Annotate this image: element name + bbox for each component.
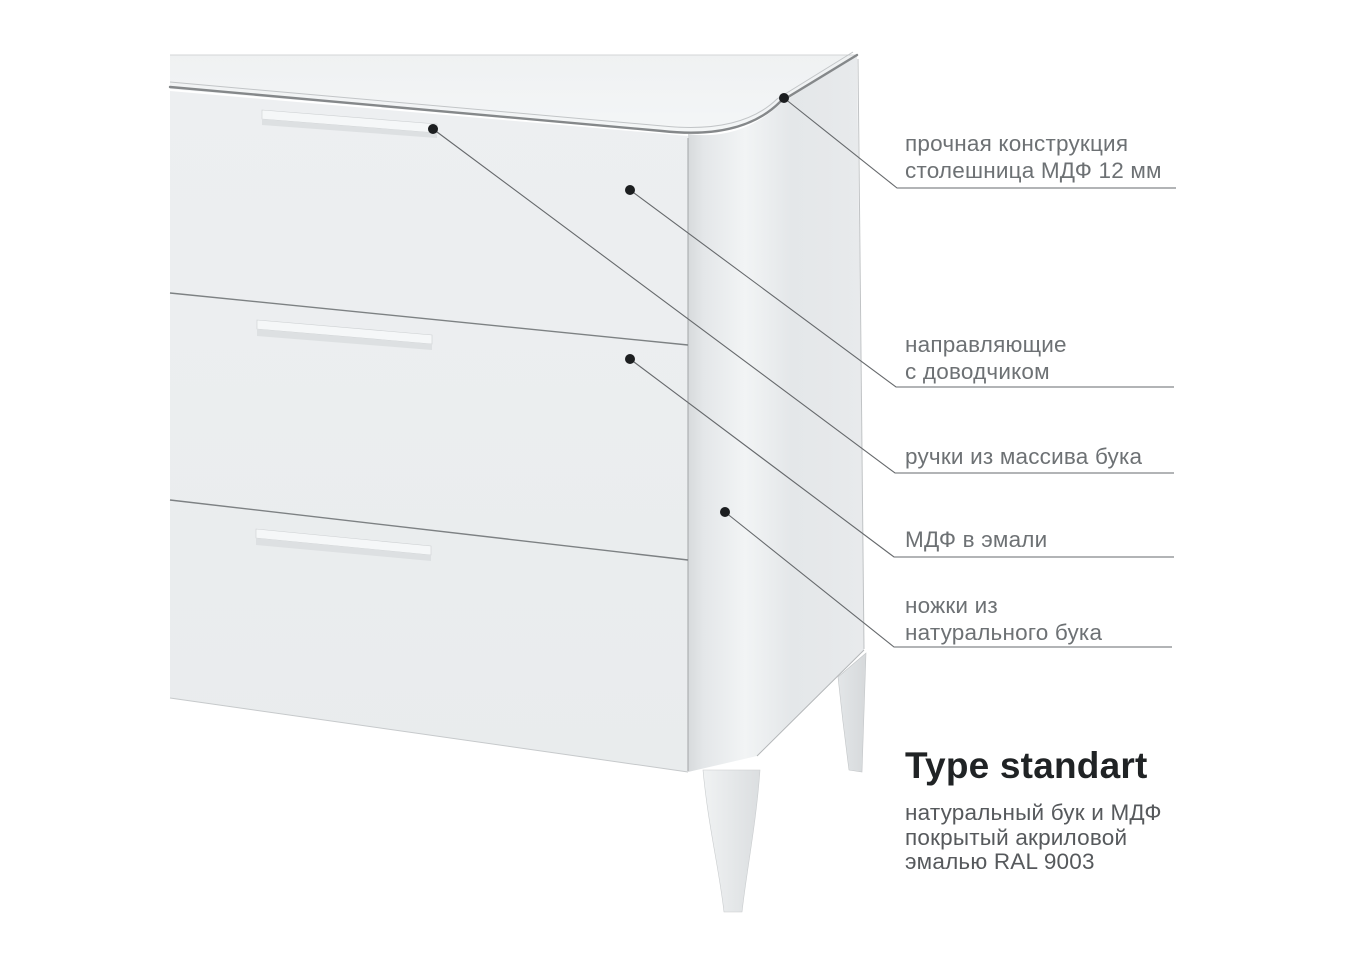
annotation-dot-mdf bbox=[625, 354, 635, 364]
product-type-title: Type standart bbox=[905, 745, 1148, 786]
product-description-line: натуральный бук и МДФ bbox=[905, 800, 1162, 825]
annotation-text-line: направляющие bbox=[905, 332, 1067, 357]
annotation-label-legs bbox=[905, 592, 1102, 646]
annotation-dot-legs bbox=[720, 507, 730, 517]
annotation-text-line: с доводчиком bbox=[905, 359, 1050, 384]
product-description bbox=[905, 801, 1162, 875]
product-description-line: покрытый акриловой bbox=[905, 824, 1128, 850]
annotation-text-line: ножки из bbox=[905, 593, 998, 618]
annotation-text-line: прочная конструкция bbox=[905, 131, 1129, 156]
front-right-leg bbox=[703, 770, 760, 912]
annotation-dot-slides bbox=[625, 185, 635, 195]
annotation-text-line: натурального бука bbox=[905, 620, 1103, 645]
annotation-label-handles bbox=[905, 443, 1142, 470]
annotation-text-line: ручки из массива бука bbox=[905, 444, 1143, 469]
product-description-line: эмалью RAL 9003 bbox=[905, 849, 1095, 874]
cabinet-front-face bbox=[170, 91, 688, 772]
annotation-label-mdf bbox=[905, 526, 1047, 553]
annotation-dot-handles bbox=[428, 124, 438, 134]
cabinet-side-face bbox=[688, 55, 864, 772]
annotation-text-line: столешница МДФ 12 мм bbox=[905, 158, 1162, 183]
annotation-label-slides bbox=[905, 331, 1067, 385]
annotation-dot-tabletop bbox=[779, 93, 789, 103]
annotation-label-tabletop bbox=[905, 130, 1162, 184]
annotation-text-line: МДФ в эмали bbox=[905, 527, 1048, 552]
